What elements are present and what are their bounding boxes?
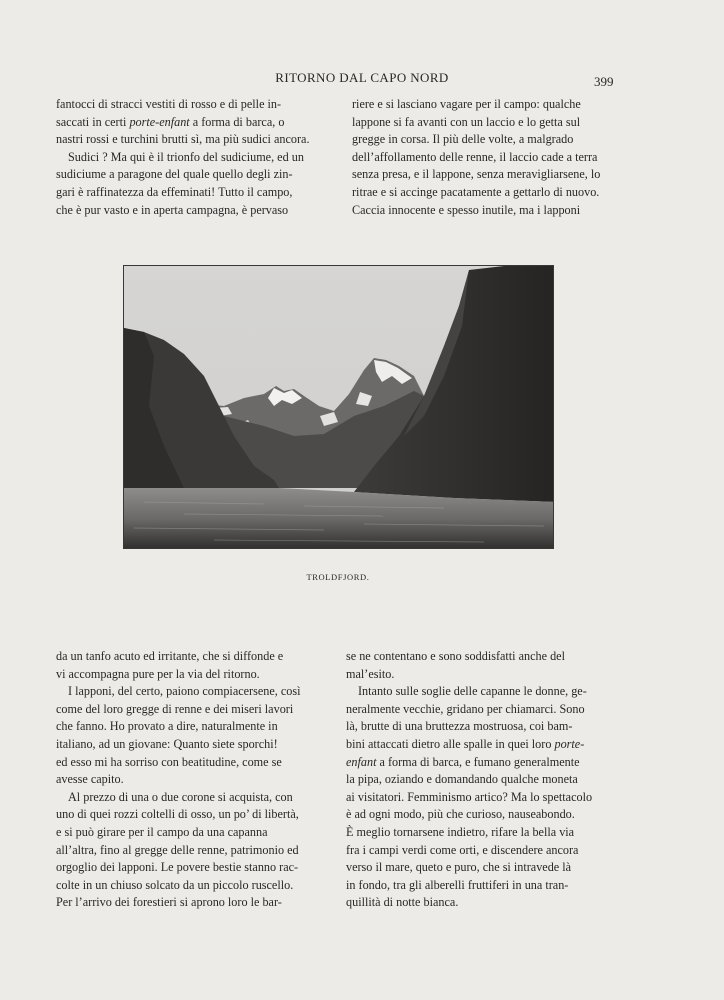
italic-term: porte- [554, 736, 585, 751]
text-line: È meglio tornarsene indietro, rifare la bella via [346, 824, 575, 839]
text-line: nastri rossi e turchini brutti sì, ma più sudici ancora. [56, 132, 310, 147]
text-line: a forma di barca, e fumano generalmente [376, 754, 580, 769]
text-line: là, brutte di una bruttezza mostruosa, coi bam- [346, 719, 573, 734]
italic-term: enfant [346, 754, 377, 769]
text-line: ed esso mi ha sorriso con beatitudine, come se [56, 754, 282, 769]
paragraph [346, 683, 622, 912]
text-line: che è pur vasto e in aperta campagna, è pervaso [56, 202, 289, 217]
text-line: Intanto sulle soglie delle capanne le donne, ge- [358, 684, 587, 699]
text-line: Sudici ? Ma qui è il trionfo del sudiciume, ed un [68, 149, 304, 164]
text-line: Per l’arrivo dei forestieri si aprono loro le bar- [56, 895, 282, 910]
paragraph [56, 96, 334, 149]
text-line: bini attaccati dietro alle spalle in quei loro [346, 736, 555, 751]
text-line: Al prezzo di una o due corone si acquista, con [68, 789, 293, 804]
top-right-column [352, 96, 626, 219]
text-line: mal’esito. [346, 666, 395, 681]
page-number: 399 [594, 74, 614, 89]
text-line: sudiciume a paragone del quale quello degli zin- [56, 167, 293, 182]
fjord-illustration [124, 266, 554, 549]
text-line: all’altra, fino al gregge delle renne, patrimonio ed [56, 842, 299, 857]
text-line: quillità di notte bianca. [346, 895, 459, 910]
paragraph [56, 683, 334, 789]
bottom-left-column [56, 648, 334, 912]
text-line: fantocci di stracci vestiti di rosso e di pelle in- [56, 97, 282, 111]
text-line: da un tanfo acuto ed irritante, che si diffonde e [56, 649, 284, 663]
text-line: orgoglio dei lapponi. Le povere bestie stanno rac- [56, 860, 299, 875]
paragraph [56, 149, 334, 219]
text-line: saccati in certi [56, 114, 130, 129]
text-line: dell’affollamento delle renne, il laccio cade a terra [352, 149, 598, 164]
text-line: colte in un chiuso solcato da un piccolo ruscello. [56, 877, 294, 892]
italic-term: porte-enfant [129, 114, 190, 129]
text-line: neralmente vecchie, gridano per chiamarci. Sono [346, 701, 585, 716]
paragraph [56, 789, 334, 912]
text-line: gari è raffinatezza da effeminati! Tutto il campo, [56, 184, 293, 199]
fjord-photograph [123, 265, 554, 549]
text-line: se ne contentano e sono soddisfatti anche del [346, 649, 565, 663]
text-line: fra i campi verdi come orti, e discendere ancora [346, 842, 579, 857]
text-line: la pipa, oziando e domandando qualche moneta [346, 772, 578, 787]
text-line: lappone si fa avanti con un laccio e lo getta sul [352, 114, 581, 129]
text-line: riere e si lasciano vagare per il campo: qualche [352, 97, 581, 111]
text-line: verso il mare, queto e puro, che si intravede là [346, 860, 572, 875]
text-line: ritrae e si accinge pacatamente a gettarlo di nuovo. [352, 184, 600, 199]
paragraph [346, 648, 622, 683]
figure-caption: TROLDFJORD. [306, 572, 370, 582]
text-line: senza presa, e il lappone, senza meravigliarsene, lo [352, 167, 601, 182]
text-line: ai visitatori. Femminismo artico? Ma lo spettacolo [346, 789, 593, 804]
top-left-column [56, 96, 334, 219]
paragraph [352, 96, 626, 219]
text-line: come del loro gregge di renne e dei miseri lavori [56, 701, 294, 716]
text-line: italiano, ad un giovane: Quanto siete sporchi! [56, 736, 278, 751]
text-line: e si può girare per il campo da una capanna [56, 824, 268, 839]
text-line: che fanno. Ho provato a dire, naturalmente in [56, 719, 278, 734]
text-line: uno di quei rozzi coltelli di osso, un po’ di libertà, [56, 807, 299, 822]
paragraph [56, 648, 334, 683]
text-line: avesse capito. [56, 772, 124, 787]
text-line: vi accompagna pure per la via del ritorno. [56, 666, 260, 681]
text-line: è ad ogni modo, più che curioso, nauseabondo. [346, 807, 575, 822]
text-line: gregge in corsa. Il più delle volte, a malgrado [352, 132, 574, 147]
bottom-right-column [346, 648, 622, 912]
text-line: in fondo, tra gli alberelli fruttiferi in una tran- [346, 877, 569, 892]
text-line: I lapponi, del certo, paiono compiacersene, così [68, 684, 301, 699]
running-head: RITORNO DAL CAPO NORD [275, 70, 449, 85]
text-line: a forma di barca, o [189, 114, 285, 129]
text-line: Caccia innocente e spesso inutile, ma i lapponi [352, 202, 581, 217]
